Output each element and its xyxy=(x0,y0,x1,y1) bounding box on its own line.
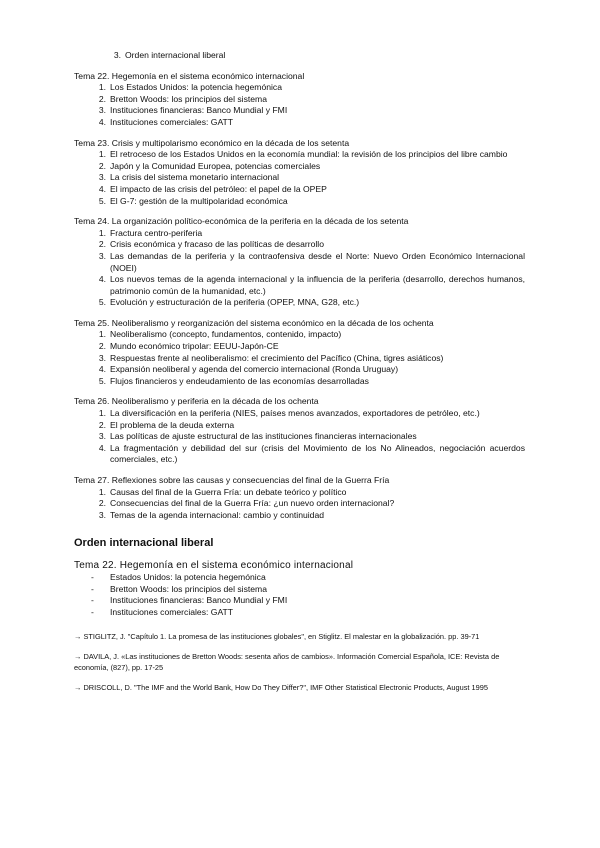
item-text: El impacto de las crisis del petróleo: el papel de la OPEP xyxy=(110,183,327,194)
list-item xyxy=(0,353,600,365)
list-item xyxy=(0,239,600,251)
item-number: 3. xyxy=(98,172,106,183)
item-text: Evolución y estructuración de la periferia (OPEP, MNA, G28, etc.) xyxy=(110,297,360,308)
item-text: Los nuevos temas de la agenda internacional y la influencia de la periferia (desarrollo, derechos humanos, patrimonio común de la humanidad, etc.) xyxy=(110,274,525,296)
topic-title: Tema 27. Reflexiones sobre las causas y consecuencias del final de la Guerra Fría xyxy=(74,475,390,485)
topic-title: Tema 24. La organización político-económica de la periferia en la década de los setenta xyxy=(74,216,409,227)
item-number: 3. xyxy=(98,431,106,442)
reference: → STIGLITZ, J. "Capítulo 1. La promesa de las instituciones globales", en Stiglitz. El malestar en la globalización. pp. 39-71 xyxy=(74,632,480,642)
dash-bullet: - xyxy=(91,606,94,617)
item-text: Los Estados Unidos: la potencia hegemónica xyxy=(110,82,282,93)
topic-title: Tema 25. Neoliberalismo y reorganización del sistema económico en la década de los ochenta xyxy=(74,317,434,328)
list-item xyxy=(0,487,600,499)
item-text: La crisis del sistema monetario internacional xyxy=(110,172,280,183)
item-number: 2. xyxy=(98,419,106,430)
topic-list xyxy=(0,71,600,522)
list-item xyxy=(0,584,600,596)
item-number: 2. xyxy=(98,93,106,104)
list-item xyxy=(0,94,600,106)
item-text: Instituciones comerciales: GATT xyxy=(110,606,234,617)
dash-bullet: - xyxy=(91,583,94,594)
item-text: Respuestas frente al neoliberalismo: el crecimiento del Pacífico (China, tigres asiáticos) xyxy=(110,352,444,363)
item-number: 3. xyxy=(98,509,106,520)
item-text: El problema de la deuda externa xyxy=(110,419,235,430)
item-text: Las políticas de ajuste estructural de las instituciones financieras internacionales xyxy=(110,431,417,442)
item-number: 2. xyxy=(98,498,106,509)
item-number: 2. xyxy=(98,341,106,352)
item-text: Las demandas de la periferia y la contraofensiva desde el Norte: Nuevo Orden Económico Internacional (NOEI) xyxy=(110,250,525,273)
list-item xyxy=(0,431,600,443)
topic-block xyxy=(0,138,600,208)
reference: → DRISCOLL, D. "The IMF and the World Bank, How Do They Differ?", IMF Other Statistical Electronic Products, August 1995 xyxy=(74,683,488,693)
item-number: 5. xyxy=(98,297,106,308)
item-text: Bretton Woods: los principios del sistema xyxy=(110,93,267,104)
item-text: La diversificación en la periferia (NIES, países menos avanzados, exportadores de petróleo, etc.) xyxy=(110,408,480,419)
item-number: 1. xyxy=(98,486,106,497)
list-item xyxy=(0,82,600,94)
item-text: Expansión neoliberal y agenda del comercio internacional (Ronda Uruguay) xyxy=(110,364,399,375)
list-item xyxy=(0,498,600,510)
item-text: Flujos financieros y endeudamiento de las economías desarrolladas xyxy=(110,375,369,386)
item-text: Orden internacional liberal xyxy=(125,50,226,60)
list-item xyxy=(0,161,600,173)
item-number: 3. xyxy=(113,50,121,60)
item-number: 2. xyxy=(98,239,106,250)
dash-bullet: - xyxy=(91,571,94,582)
list-item xyxy=(0,420,600,432)
item-text: Neoliberalismo (concepto, fundamentos, contenido, impacto) xyxy=(110,329,342,340)
item-number: 4. xyxy=(98,274,106,285)
item-number: 3. xyxy=(98,105,106,116)
topic-block xyxy=(0,216,600,309)
item-text: Instituciones financieras: Banco Mundial y FMI xyxy=(110,595,288,606)
item-number: 4. xyxy=(98,364,106,375)
item-text: El retroceso de los Estados Unidos en la economía mundial: la revisión de los principios del libre cambio xyxy=(110,149,508,160)
list-item xyxy=(0,408,600,420)
topic-block xyxy=(0,396,600,466)
item-number: 1. xyxy=(98,329,106,340)
dash-list xyxy=(0,572,600,618)
item-text: Instituciones financieras: Banco Mundial y FMI xyxy=(110,105,288,116)
list-item xyxy=(0,172,600,184)
item-text: Causas del final de la Guerra Fría: un debate teórico y político xyxy=(110,486,347,497)
list-item xyxy=(0,607,600,619)
topic-title: Tema 26. Neoliberalismo y periferia en la década de los ochenta xyxy=(74,396,319,407)
item-text: Fractura centro-periferia xyxy=(110,227,203,238)
item-text: El G-7: gestión de la multipolaridad económica xyxy=(110,195,288,206)
list-item xyxy=(0,329,600,341)
item-text: La fragmentación y debilidad del sur (crisis del Movimiento de los No Alineados, negociación acuerdos comerciales, etc.) xyxy=(110,442,525,465)
list-item xyxy=(0,251,600,274)
item-number: 2. xyxy=(98,160,106,171)
item-number: 4. xyxy=(98,183,106,194)
topic-title: Tema 23. Crisis y multipolarismo económico en la década de los setenta xyxy=(74,137,350,148)
item-text: Estados Unidos: la potencia hegemónica xyxy=(110,571,266,582)
item-text: Bretton Woods: los principios del sistema xyxy=(110,583,267,594)
list-item xyxy=(0,105,600,117)
topic-title: Tema 22. Hegemonía en el sistema económico internacional xyxy=(74,70,305,81)
topic-block xyxy=(0,318,600,388)
reference: → DAVILA, J. «Las instituciones de Bretton Woods: sesenta años de cambios». Información Comercial Española, ICE: Revista de economía, (827), pp. 17-25 xyxy=(74,652,500,673)
list-item xyxy=(0,196,600,208)
item-number: 1. xyxy=(98,149,106,160)
item-text: Instituciones comerciales: GATT xyxy=(110,116,234,127)
item-text: Japón y la Comunidad Europea, potencias comerciales xyxy=(110,160,321,171)
list-item xyxy=(0,443,600,466)
item-number: 5. xyxy=(98,195,106,206)
list-item xyxy=(0,184,600,196)
list-item xyxy=(0,341,600,353)
topic-block xyxy=(0,475,600,521)
item-number: 1. xyxy=(98,82,106,93)
list-item xyxy=(0,595,600,607)
item-number: 1. xyxy=(98,227,106,238)
item-number: 5. xyxy=(98,375,106,386)
item-number: 3. xyxy=(98,352,106,363)
item-text: Crisis económica y fracaso de las políticas de desarrollo xyxy=(110,239,324,250)
list-item xyxy=(0,149,600,161)
reference-list xyxy=(0,631,600,693)
item-number: 4. xyxy=(98,442,106,453)
list-item xyxy=(0,50,600,62)
list-item xyxy=(0,510,600,522)
item-number: 1. xyxy=(98,408,106,419)
list-item xyxy=(0,572,600,584)
list-item xyxy=(0,228,600,240)
item-number: 3. xyxy=(98,250,106,261)
section-topic-title: Tema 22. Hegemonía en el sistema económico internacional xyxy=(74,559,354,571)
item-text: Temas de la agenda internacional: cambio y continuidad xyxy=(110,509,325,520)
section-heading: Orden internacional liberal xyxy=(74,537,214,550)
item-text: Mundo económico tripolar: EEUU-Japón-CE xyxy=(110,341,279,352)
list-item xyxy=(0,376,600,388)
dash-bullet: - xyxy=(91,595,94,606)
list-item xyxy=(0,364,600,376)
item-number: 4. xyxy=(98,116,106,127)
list-item xyxy=(0,274,600,297)
item-text: Consecuencias del final de la Guerra Fría: ¿un nuevo orden internacional? xyxy=(110,498,395,509)
list-item xyxy=(0,117,600,129)
topic-block xyxy=(0,71,600,129)
list-item xyxy=(0,297,600,309)
